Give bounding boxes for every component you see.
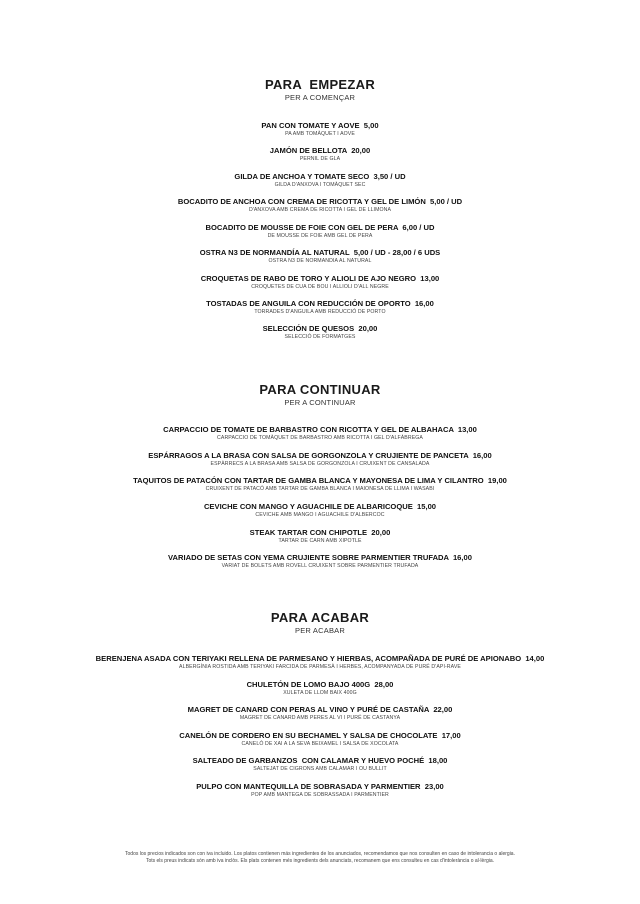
- menu-item-name: TOSTADAS DE ANGUILA CON REDUCCIÓN DE OPORTO 16,00: [206, 299, 434, 308]
- menu-item-name: BOCADITO DE MOUSSE DE FOIE CON GEL DE PERA 6,00 / UD: [205, 223, 435, 232]
- menu-item-name: CEVICHE CON MANGO Y AGUACHILE DE ALBARICOQUE 15,00: [203, 502, 437, 511]
- menu-item-name: OSTRA N3 DE NORMANDÍA AL NATURAL 5,00 / UD - 28,00 / 6 UDS: [199, 248, 441, 257]
- menu-item: [0, 705, 640, 722]
- menu-item-catalan: CROQUETES DE CUA DE BOU I ALLIOLI D'ALL NEGRE: [251, 284, 389, 290]
- menu-item-name: SALTEADO DE GARBANZOS CON CALAMAR Y HUEVO POCHÉ 18,00: [192, 756, 448, 765]
- menu-item: [0, 476, 640, 493]
- menu-item-catalan: CRUIXENT DE PATACÓ AMB TARTAR DE GAMBA BLANCA I MAIONESA DE LLIMA I WASABI: [205, 486, 435, 492]
- menu-item: [0, 425, 640, 442]
- menu-item-catalan: MAGRET DE CANARD AMB PERES AL VI I PURÉ DE CASTANYA: [239, 715, 401, 721]
- menu-item-catalan: TARTAR DE CARN AMB XIPOTLE: [278, 538, 362, 544]
- menu-item-catalan: VARIAT DE BOLETS AMB ROVELL CRUIXENT SOBRE PARMENTIER TRUFADA: [221, 563, 419, 569]
- menu-item-catalan: XULETA DE LLOM BAIX 400G: [283, 690, 357, 696]
- section-title-empezar: PARA EMPEZAR: [264, 77, 376, 92]
- menu-item-catalan: CARPACCIO DE TOMÀQUET DE BARBASTRO AMB RICOTTA I GEL D'ALFÀBREGA: [217, 435, 423, 441]
- menu-item: [0, 248, 640, 265]
- menu-item-catalan: TORRADES D'ANGUILA AMB REDUCCIÓ DE PORTO: [254, 309, 386, 315]
- menu-item-catalan: PERNIL DE GLA: [299, 156, 341, 162]
- disclaimer-spanish: Todos los precios indicados son con iva incluido. Los platos contienen más ingredientes de los anunciados, recomendamos que nos consulten en caso de intolerancia o alergia.: [125, 851, 515, 857]
- menu-item-catalan: SELECCIÓ DE FORMATGES: [284, 334, 356, 340]
- section-subtitle-continuar: PER A CONTINUAR: [284, 398, 356, 407]
- menu-item: [0, 756, 640, 773]
- menu-item-name: PULPO CON MANTEQUILLA DE SOBRASADA Y PARMENTIER 23,00: [196, 782, 444, 791]
- menu-item: [0, 553, 640, 570]
- menu-item: [0, 782, 640, 799]
- section-subtitle-acabar: PER ACABAR: [295, 626, 345, 635]
- menu-item: [0, 197, 640, 214]
- menu-item-name: CARPACCIO DE TOMATE DE BARBASTRO CON RICOTTA Y GEL DE ALBAHACA 13,00: [163, 425, 477, 434]
- menu-item-name: GILDA DE ANCHOA Y TOMATE SECO 3,50 / UD: [234, 172, 406, 181]
- menu-item-name: CANELÓN DE CORDERO EN SU BECHAMEL Y SALSA DE CHOCOLATE 17,00: [179, 731, 461, 740]
- menu-item: [0, 502, 640, 519]
- menu-item: [0, 172, 640, 189]
- menu-item-name: BERENJENA ASADA CON TERIYAKI RELLENA DE PARMESANO Y HIERBAS, ACOMPAÑADA DE PURÉ DE APIONABO 14,00: [95, 654, 545, 663]
- section-title-acabar: PARA ACABAR: [270, 610, 370, 625]
- menu-item-name: CHULETÓN DE LOMO BAJO 400G 28,00: [246, 680, 394, 689]
- menu-item: [0, 731, 640, 748]
- menu-item-catalan: DE MOUSSE DE FOIE AMB GEL DE PERA: [267, 233, 373, 239]
- menu-item: [0, 299, 640, 316]
- menu-item-name: STEAK TARTAR CON CHIPOTLE 20,00: [249, 528, 391, 537]
- disclaimer-catalan: Tots els preus indicats són amb iva inclòs. Els plats contenen més ingredients dels anunciats, recomanem que ens consulteu en cas d'intolerància o al·lèrgia.: [145, 858, 495, 864]
- section-subtitle-empezar: PER A COMENÇAR: [284, 93, 356, 102]
- menu-item-name: BOCADITO DE ANCHOA CON CREMA DE RICOTTA Y GEL DE LIMÓN 5,00 / UD: [177, 197, 463, 206]
- menu-item-name: CROQUETAS DE RABO DE TORO Y ALIOLI DE AJO NEGRO 13,00: [200, 274, 440, 283]
- menu-item-name: ESPÁRRAGOS A LA BRASA CON SALSA DE GORGONZOLA Y CRUJIENTE DE PANCETA 16,00: [148, 451, 492, 460]
- menu-item-catalan: CEVICHE AMB MANGO I AGUACHILE D'ALBERCOC: [255, 512, 385, 518]
- menu-item: [0, 654, 640, 671]
- menu-item-catalan: ALBERGÍNIA ROSTIDA AMB TERIYAKI FARCIDA DE PARMESÀ I HERBES, ACOMPANYADA DE PURÉ D'API-RAVE: [179, 664, 461, 670]
- menu-item: [0, 680, 640, 697]
- menu-item: [0, 528, 640, 545]
- menu-item-catalan: CANELÓ DE XAI A LA SEVA BEIXAMEL I SALSA DE XOCOLATA: [241, 741, 399, 747]
- allergy-disclaimer: [0, 851, 640, 865]
- menu-item-catalan: ESPÀRRECS A LA BRASA AMB SALSA DE GORGONZOLA I CRUIXENT DE CANSALADA: [210, 461, 430, 467]
- menu-item: [0, 451, 640, 468]
- menu-item: [0, 324, 640, 341]
- menu-item-name: PAN CON TOMATE Y AOVE 5,00: [261, 121, 379, 130]
- menu-item-name: VARIADO DE SETAS CON YEMA CRUJIENTE SOBRE PARMENTIER TRUFADA 16,00: [168, 553, 472, 562]
- menu-item-catalan: PA AMB TOMÀQUET I AOVE: [285, 131, 355, 137]
- menu-item-catalan: POP AMB MANTEGA DE SOBRASSADA I PARMENTIER: [251, 792, 389, 798]
- menu-item-catalan: SALTEJAT DE CIGRONS AMB CALAMAR I OU BULLIT: [253, 766, 387, 772]
- menu-item-catalan: D'ANXOVA AMB CREMA DE RICOTTA I GEL DE LLIMONA: [248, 207, 392, 213]
- menu-item-name: SELECCIÓN DE QUESOS 20,00: [262, 324, 378, 333]
- menu-item-catalan: GILDA D'ANXOVA I TOMÀQUET SEC: [274, 182, 366, 188]
- menu-item-catalan: OSTRA N3 DE NORMANDIA AL NATURAL: [268, 258, 372, 264]
- menu-item: [0, 121, 640, 138]
- section-title-continuar: PARA CONTINUAR: [259, 382, 381, 397]
- menu-item-name: MAGRET DE CANARD CON PERAS AL VINO Y PURÉ DE CASTAÑA 22,00: [187, 705, 453, 714]
- menu-item: [0, 146, 640, 163]
- menu-item: [0, 223, 640, 240]
- menu-item-name: JAMÓN DE BELLOTA 20,00: [269, 146, 371, 155]
- menu-item-name: TAQUITOS DE PATACÓN CON TARTAR DE GAMBA BLANCA Y MAYONESA DE LIMA Y CILANTRO 19,00: [133, 476, 507, 485]
- menu-item: [0, 274, 640, 291]
